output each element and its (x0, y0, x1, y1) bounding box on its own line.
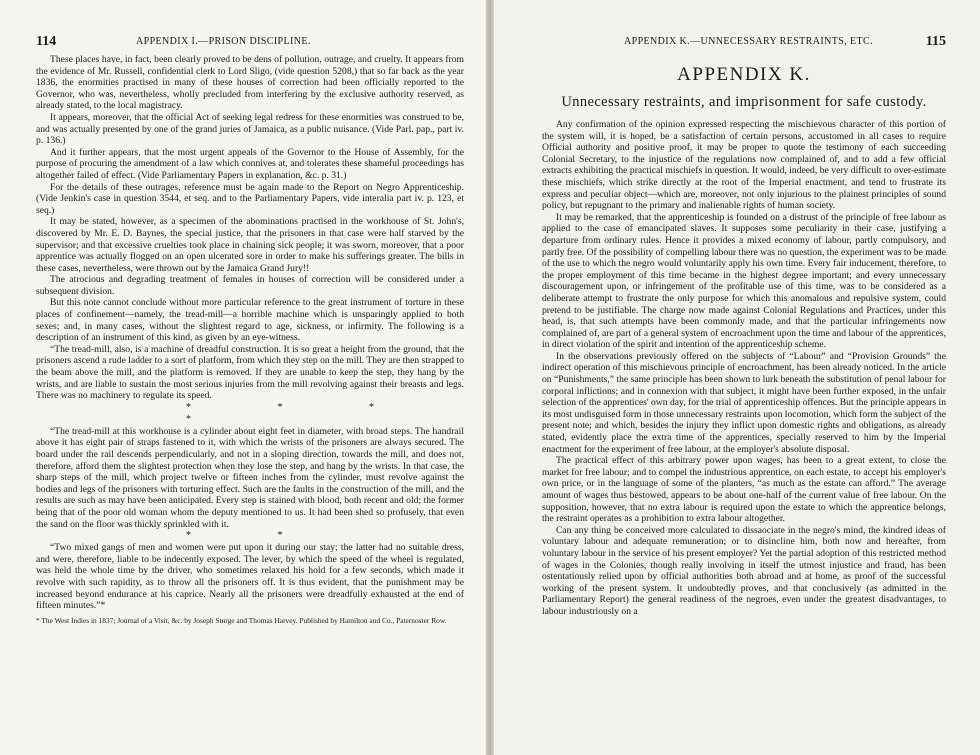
running-head-right (542, 36, 946, 54)
paragraph: It may be remarked, that the apprenticeship is founded on a distrust of the principle of free labour as applied to the case of emancipated slaves. It supposes some peculiarity in their case, justifying a departure from ordinary rules. Hence it provides a mixed economy of labour, partly compulsory, and partly free. Of the possibility of compelling labour there was no question, the experiment was to be made of the use to which the negro would voluntarily apply his own time. Every fair inducement, therefore, to the proper employment of this time became in the highest degree important; and every unnecessary discouragement upon, or infringement of the profitable use of this time, was to be considered as a deliberate attempt to frustrate the only purpose for which this anomalous and repulsive system, could pretend to be justifiable. The charge now made against Colonial Regulations and Practices, under this head, is, that such attempts have been commonly made, and that the particular infringements now complained of, are part of a general system of encroachment upon the time and labour of the apprentices, in direct violation of the spirit and intention of the apprenticeship scheme. (542, 211, 946, 351)
paragraph: Any confirmation of the opinion expressed respecting the mischievous character of this portion of the system will, it is hoped, be a satisfaction of certain persons, accustomed in all cases to require Official authority and positive proof, it may be proper to quote the testimony of each succeeding Colonial Secretary, to the injustice of the regulations now complained of, and to add a few official extracts exhibiting the practical mischiefs in question. It would, indeed, be very difficult to over-estimate these mischiefs, which strike directly at the root of the Imperial enactment, and tend to frustrate its express and peculiar object—which are, moreover, not only injurious to the plainest principles of sound policy, but repugnant to the primary and inalienable rights of human society. (542, 119, 946, 212)
page-number-right: 115 (925, 34, 946, 49)
appendix-subtitle: Unnecessary restraints, and imprisonment for safe custody. (561, 94, 927, 110)
paragraph: The practical effect of this arbitrary power upon wages, has been to a great extent, to close the market for free labour; and to compel the industrious apprentice, on each estate, to accept his employer's own price, or in the language of some of the planters, “as much as the estate can afford.” The average amount of wages thus bestowed, appears to be about one-half of the current value of free labour. On the supposition, however, that no extra labour is required upon the estate to which the apprentice belongs, the restraint operates as a prohibition to extra labour altogether. (542, 455, 946, 525)
running-title-left: APPENDIX I.—PRISON DISCIPLINE. (136, 36, 311, 47)
running-head-left (36, 36, 464, 54)
quote-paragraph: “Two mixed gangs of men and women were put upon it during our stay; the latter had no suitable dress, and were, therefore, liable to be indecently exposed. The lever, by which the speed of the wheel is regulated, was held the whole time by the driver, who sometimes relaxed his hold for a few seconds, which made it revolve with such rapidity, as to throw all the prisoners off. It is thus evident, that the punishment may be increased beyond endurance at his caprice. Nearly all the prisoners were dreadfully exhausted at the end of fifteen minutes.”* (36, 542, 464, 612)
left-page-body (36, 54, 464, 625)
page-number-left: 114 (36, 34, 57, 49)
right-page-body (542, 119, 946, 618)
paragraph: It appears, moreover, that the official Act of seeking legal redress for these enormities was construed to be, and was actually presented by one of the grand juries of Jamaica, as a public nuisance. (Vide Parl. pap., part iv. p. 136.) (36, 111, 464, 147)
paragraph: Can any thing be conceived more calculated to dissaociate in the negro's mind, the kindred ideas of voluntary labour and adequate remuneration; or to disincline him, both now and hereafter, from voluntary labour in the service of his present employer? Yet the partial adoption of this restricted method of wages in the Colonies, though really involving in itself the utmost injustice and fraud, has been ostentatiously relied upon by official authorities both abroad and at home, as proof of the successful working of the present system. It undoubtedly proves, and that conclusively (as admitted in the Parliamentary Report) the general readiness of the negroes, even under the greatest disadvantages, to labour industriously on a (542, 524, 946, 617)
paragraph: For the details of these outrages, reference must be again made to the Report on Negro Apprenticeship. (Vide Jenkin's case in question 3544, et seq. and to the Parliamentary Papers, vide interalia part iv. p. 123, et seq.) (36, 181, 464, 216)
appendix-title: APPENDIX K. (677, 64, 811, 85)
paragraph: But this note cannot conclude without more particular reference to the great instrument of torture in these places of confinement—namely, the tread-mill—a horrible machine which is unsparingly applied to both sexes; and, in many cases, without the slightest regard to age, sickness, or infirmity. The following is a description of an instrument of this kind, as given by an eye-witness. (36, 297, 464, 344)
paragraph: In the observations previously offered on the subjects of “Labour” and “Provision Grounds” the indirect operation of this mischievous principle of encroachment, has been already noticed. In the article on “Punishments,” the same principle has been shown to lurk beneath the substitution of penal labour for corporal inflictions; and in connexion with that subject, it might have been further exposed, in the unfair selection of the apprentices' own day, for the trial of apprenticeship offences. But the principle appears in its most undisguised form in those unnecessary restraints upon locomotion, which form the subject of the present note; and which, besides the injury they inflict upon domestic rights and obligations, as already stated, evidently place the extra time of the apprentices, specially reserved to him by the Imperial enactment for the experiment of free labour, at the employer's absolute disposal. (542, 350, 946, 455)
paragraph: The atrocious and degrading treatment of females in houses of correction will be considered under a subsequent division. (36, 274, 464, 297)
quote-paragraph: “The tread-mill at this workhouse is a cylinder about eight feet in diameter, with broad steps. The handrail above it has eight pair of straps fastened to it, with which the wrists of the prisoners are always secured. The board under the rail descends perpendicularly, and not in a sloping direction, towards the mill, and does not, therefore, afford them the slightest protection when they lose the step, and hang by the wrists. In that case, the sharp steps of the mill, which project twelve or fifteen inches from the cylinder, must revolve against the bodies and legs of the prisoners with torturing effect. Such are the faults in the construction of the mill, and the results are such as may have been anticipated. Every step is stained with blood, both recent and old; the former being that of the poor old woman whom the deputy mentioned to us. It had been shed so profusely, that even the sand on the floor was thickly sprinkled with it. (36, 425, 464, 530)
book-gutter (486, 0, 494, 755)
running-title-right: APPENDIX K.—UNNECESSARY RESTRAINTS, ETC. (624, 36, 873, 47)
section-stars: * * * * (186, 401, 416, 425)
right-page (494, 0, 980, 755)
paragraph: It may be stated, however, as a specimen of the abominations practised in the workhouse of St. John's, discovered by Mr. E. D. Baynes, the special justice, that the prisoners in that case were half starved by the supervisor; and that excessive cruelties took place in chaining sick people; it was sworn, moreover, that a poor apprentice was actually flogged on an open ulcerated sore in order to make his sufferings greater. The bills in these cases, nevertheless, were thrown out by the Jamaica Grand Jury!! (36, 216, 464, 274)
footnote: * The West Indies in 1837; Journal of a Visit, &c. by Joseph Sturge and Thomas Harvey. Published by Hamilton and Co., Paternoster Row. (36, 615, 447, 625)
section-stars: * * (186, 530, 325, 542)
left-page (0, 0, 486, 755)
quote-paragraph: “The tread-mill, also, is a machine of dreadful construction. It is so great a height from the ground, that the prisoners ascend a rude ladder to a sort of platform, from which they step on the mill. They are then strapped to the beam above the mill, and the platform is removed. If they are unable to keep the step, they hang by the wrists, and are liable to sustain the most serious injuries from the mill revolving against their breasts and legs. There was no machinery to regulate its speed. (36, 343, 464, 402)
paragraph: These places have, in fact, been clearly proved to be dens of pollution, outrage, and cruelty. It appears from the evidence of Mr. Russell, confidential clerk to Lord Sligo, (vide question 5208,) that so far back as the year 1836, the enormities practised in many of these houses of correction had been officially reported to the Governor, who was, nevertheless, wholly precluded from interfering by the exclusive authority reserved, as already stated, to the local magistracy. (36, 54, 464, 112)
paragraph: And it further appears, that the most urgent appeals of the Governor to the House of Assembly, for the purpose of procuring the amendment of a law which connives at, and tolerates these shameful proceedings has altogether failed of effect. (Vide Parliamentary Papers in explanation, &c. p. 31.) (36, 146, 464, 181)
